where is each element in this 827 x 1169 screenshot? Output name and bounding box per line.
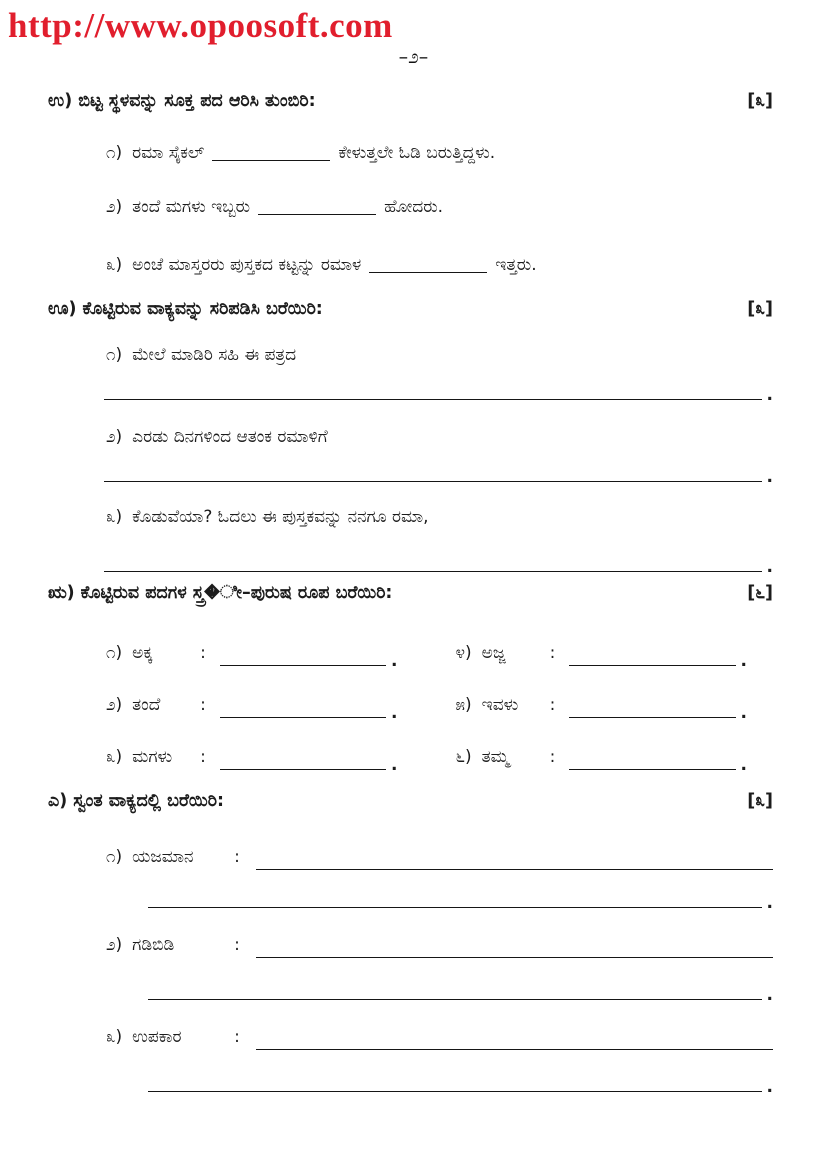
section-title-text: ಕೊಟ್ಟಿರುವ ವಾಕ್ಯವನ್ನು ಸರಿಪಡಿಸಿ ಬರೆಯಿರಿ: [82, 299, 323, 319]
item-number: ೩) [106, 507, 123, 527]
colon: : [234, 847, 240, 867]
pair-row [106, 692, 773, 723]
word-entry [455, 692, 748, 723]
word-entry [106, 744, 398, 775]
item-text: ಎರಡು ದಿನಗಳಿಂದ ಆತಂಕ ರಮಾಳಿಗೆ [132, 427, 328, 447]
answer-line [148, 985, 773, 1005]
item-number: ೨) [106, 935, 123, 955]
item-word: ಉಪಕಾರ [132, 1027, 182, 1047]
section-title [48, 788, 224, 814]
section-fill-blanks [48, 88, 773, 278]
rule-line [220, 768, 386, 770]
item-number: ೩) [106, 747, 123, 767]
line-period: . [391, 703, 398, 723]
rule-line [148, 1090, 762, 1092]
line-period: . [766, 557, 773, 577]
fill-item [106, 252, 773, 278]
section-letter: ಎ) [48, 791, 68, 811]
line-period: . [740, 651, 747, 671]
item-word: ತಂದೆ [132, 695, 161, 715]
item-number: ೧) [106, 143, 123, 163]
rule-line [220, 664, 386, 666]
own-sentence-item [106, 932, 773, 958]
section-correct-sentences [48, 296, 773, 577]
word-entry [106, 692, 398, 723]
section-letter: ಉ) [48, 91, 73, 111]
own-sentence-item [106, 1024, 773, 1050]
marks-badge: [೩] [747, 91, 773, 111]
item-number: ೪) [455, 643, 472, 663]
line-period: . [766, 467, 773, 487]
rule-line [569, 716, 735, 718]
sentence-item [106, 342, 773, 368]
word-entry [455, 640, 748, 671]
section-letter: ಊ) [48, 299, 77, 319]
marks-badge: [೩] [747, 299, 773, 319]
section-title-text: ಕೊಟ್ಟಿರುವ ಪದಗಳ ಸ್ತ್ರ�ೀ–ಪುರುಷ ರೂಪ ಬರೆಯಿರಿ: [80, 583, 393, 603]
rule-line [220, 716, 386, 718]
colon: : [200, 747, 206, 767]
item-text-pre: ತಂದೆ ಮಗಳು ಇಬ್ಬರು [132, 197, 251, 217]
fill-item [106, 140, 773, 166]
item-text-pre: ರಮಾ ಸೈಕಲ್ [132, 143, 205, 163]
rule-line [569, 768, 735, 770]
section-header [48, 88, 773, 114]
section-title [48, 88, 316, 114]
pair-row [106, 640, 773, 671]
marks-badge: [೩] [747, 791, 773, 811]
item-word: ಮಗಳು [132, 747, 173, 767]
rule-line [104, 570, 762, 572]
item-text: ಮೇಲೆ ಮಾಡಿರಿ ಸಹಿ ಈ ಪತ್ರದ [132, 345, 297, 365]
line-period: . [766, 385, 773, 405]
rule-line [256, 956, 773, 958]
item-number: ೧) [106, 643, 123, 663]
item-word: ಅಕ್ಕ [132, 643, 153, 663]
line-period: . [391, 651, 398, 671]
line-period: . [740, 703, 747, 723]
rule-line [256, 1048, 773, 1050]
section-letter: ಋ) [48, 583, 75, 603]
line-period: . [766, 985, 773, 1005]
item-word: ತಮ್ಮ [481, 747, 510, 767]
own-sentence-item [106, 844, 773, 870]
section-title [48, 580, 392, 606]
item-word: ಯಜಮಾನ [132, 847, 194, 867]
page-number: –೨– [398, 46, 429, 68]
answer-line [148, 893, 773, 913]
line-period: . [740, 755, 747, 775]
item-word: ಅಜ್ಜ [481, 643, 506, 663]
watermark-url[interactable]: http://www.opoosoft.com [8, 6, 393, 45]
line-period: . [391, 755, 398, 775]
colon: : [200, 643, 206, 663]
item-number: ೨) [106, 695, 123, 715]
blank-line [369, 271, 487, 273]
blank-line [212, 159, 330, 161]
rule-line [104, 480, 762, 482]
rule-line [148, 906, 762, 908]
section-header [48, 788, 773, 814]
section-gender-forms [48, 580, 773, 775]
word-entry [106, 640, 398, 671]
item-text-post: ಹೋದರು. [384, 197, 444, 217]
marks-badge: [೬] [747, 583, 773, 603]
section-title [48, 296, 323, 322]
item-number: ೩) [106, 1027, 123, 1047]
answer-line [104, 467, 773, 487]
answer-line [104, 557, 773, 577]
item-word: ಇವಳು [481, 695, 519, 715]
item-word: ಗಡಿಬಿಡಿ [132, 935, 175, 955]
section-header [48, 296, 773, 322]
line-period: . [766, 1077, 773, 1097]
section-title-text: ಸ್ವಂತ ವಾಕ್ಯದಲ್ಲಿ ಬರೆಯಿರಿ: [73, 791, 224, 811]
rule-line [104, 398, 762, 400]
colon: : [549, 747, 556, 767]
answer-line [148, 1077, 773, 1097]
item-number: ೩) [106, 255, 123, 275]
item-number: ೧) [106, 345, 123, 365]
pair-row [106, 744, 773, 775]
item-number: ೬) [455, 747, 472, 767]
item-text-post: ಇತ್ತರು. [495, 255, 537, 275]
colon: : [549, 643, 556, 663]
colon: : [234, 935, 240, 955]
colon: : [234, 1027, 240, 1047]
item-number: ೧) [106, 847, 123, 867]
rule-line [569, 664, 735, 666]
rule-line [256, 868, 773, 870]
item-text-pre: ಅಂಚೆ ಮಾಸ್ತರರು ಪುಸ್ತಕದ ಕಟ್ಟನ್ನು ರಮಾಳ [132, 255, 362, 275]
item-number: ೨) [106, 197, 123, 217]
word-entry [455, 744, 748, 775]
item-number: ೫) [455, 695, 472, 715]
colon: : [200, 695, 206, 715]
rule-line [148, 998, 762, 1000]
line-period: . [766, 893, 773, 913]
item-text-post: ಕೇಳುತ್ತಲೇ ಓಡಿ ಬರುತ್ತಿದ್ದಳು. [338, 143, 496, 163]
sentence-item [106, 504, 773, 530]
sentence-item [106, 424, 773, 450]
section-header [48, 580, 773, 606]
section-title-text: ಬಿಟ್ಟ ಸ್ಥಳವನ್ನು ಸೂಕ್ತ ಪದ ಆರಿಸಿ ತುಂಬಿರಿ: [78, 91, 316, 111]
blank-line [258, 213, 376, 215]
item-number: ೨) [106, 427, 123, 447]
answer-line [104, 385, 773, 405]
colon: : [549, 695, 556, 715]
section-own-sentences [48, 788, 773, 1097]
item-text: ಕೊಡುವೆಯಾ? ಓದಲು ಈ ಪುಸ್ತಕವನ್ನು ನನಗೂ ರಮಾ, [132, 507, 429, 527]
fill-item [106, 194, 773, 220]
